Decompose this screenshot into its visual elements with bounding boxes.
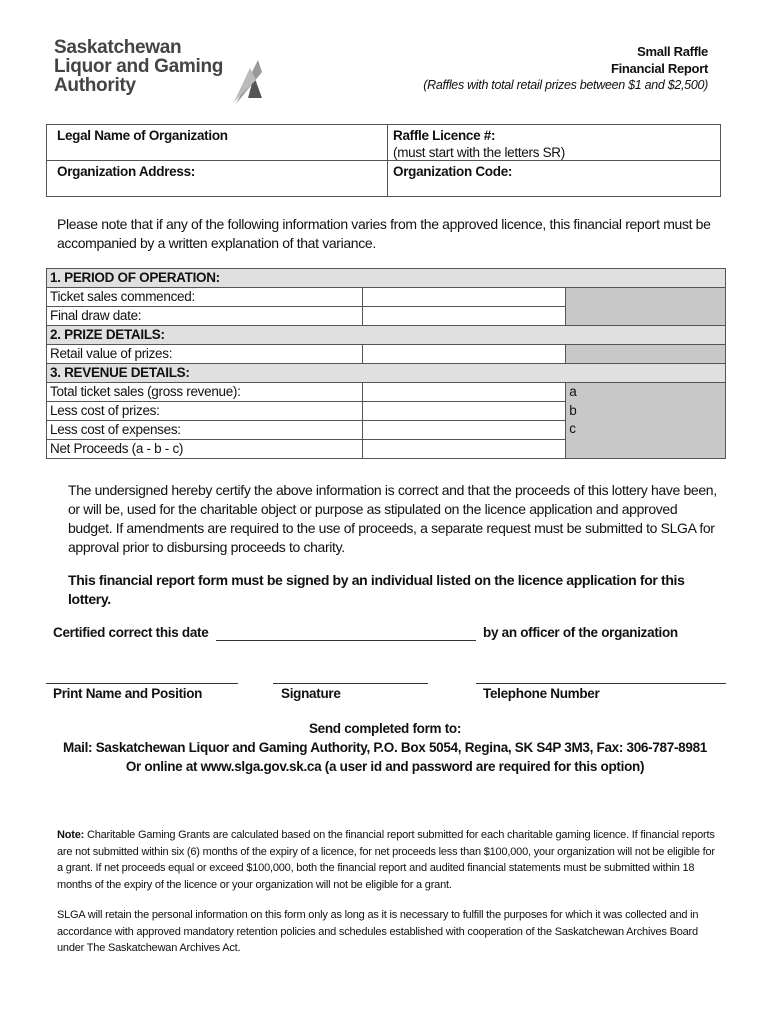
logo-leaf-icon [230, 58, 264, 106]
cost-of-prizes-input[interactable] [362, 402, 566, 421]
form-title: Small Raffle [637, 44, 708, 59]
organization-box [46, 124, 721, 197]
label-c: c [569, 421, 576, 436]
row-label: Total ticket sales (gross revenue): [47, 383, 363, 402]
print-name-line[interactable] [46, 683, 238, 684]
signature-label: Signature [281, 686, 341, 701]
print-name-label: Print Name and Position [53, 686, 203, 701]
grant-note [57, 827, 719, 893]
section-prize: 2. PRIZE DETAILS: [47, 326, 726, 345]
variance-note: Please note that if any of the following information varies from the approved licence, this financial report must be accompanied by a written explanation of that variance. [57, 216, 711, 251]
raffle-licence-field[interactable]: Raffle Licence #: [393, 128, 496, 143]
label-b: b [569, 402, 577, 418]
ticket-sales-commenced-input[interactable] [362, 288, 566, 307]
organization-code-field[interactable]: Organization Code: [393, 164, 513, 179]
online-submission: Or online at www.slga.gov.sk.ca (a user id and password are required for this option) [125, 759, 645, 774]
signing-note: This financial report form must be signed by an individual listed on the licence application for this lottery. [68, 572, 685, 607]
financial-table [46, 268, 726, 459]
final-draw-date-input[interactable] [362, 307, 566, 326]
officer-label: by an officer of the organization [483, 625, 678, 640]
note-text: Charitable Gaming Grants are calculated based on the financial report submitted for each charitable gaming licence. If financial reports are not submitted within six (6) months of the expiry of a licence, for net proceeds less than $100,000, your organization will not be eligible for a grant. If net proceeds equal or exceed $100,000, both the financial report and audited financial statements must be submitted within 18 months of the expiry of the licence or your organization will not be eligible for a grant. [57, 829, 715, 891]
privacy-note: SLGA will retain the personal information on this form only as long as it is necessary to fulfill the purposes for which it was collected and in accordance with approved mandatory retention policies and schedules established with cooperation of the Saskatchewan Archives Board under The Saskatchewan Archives Act. [57, 909, 699, 954]
signature-line[interactable] [273, 683, 428, 684]
logo-text: Authority [54, 75, 136, 96]
row-label: Final draw date: [47, 307, 363, 326]
note-label: Note: [57, 829, 85, 841]
form-subtitle: (Raffles with total retail prizes between $1 and $2,500) [423, 78, 708, 92]
organization-address-field[interactable]: Organization Address: [57, 164, 195, 179]
certified-label: Certified correct this date [53, 625, 209, 640]
total-ticket-sales-input[interactable] [362, 383, 566, 402]
cost-of-expenses-input[interactable] [362, 421, 566, 440]
mail-address: Mail: Saskatchewan Liquor and Gaming Authority, P.O. Box 5054, Regina, SK S4P 3M3, Fax: 306-787-8981 [63, 740, 707, 755]
send-heading: Send completed form to: [308, 721, 462, 736]
label-a: a [569, 384, 577, 399]
row-label: Less cost of expenses: [47, 421, 363, 440]
telephone-line[interactable] [476, 683, 726, 684]
section-revenue: 3. REVENUE DETAILS: [47, 364, 726, 383]
legal-name-field[interactable]: Legal Name of Organization [57, 128, 228, 143]
logo-text: Liquor and Gaming [54, 56, 224, 77]
retail-value-input[interactable] [362, 345, 566, 364]
net-proceeds-input[interactable] [362, 440, 566, 459]
row-label: Less cost of prizes: [47, 402, 363, 421]
row-label: Ticket sales commenced: [47, 288, 363, 307]
slga-logo [54, 38, 223, 95]
logo-text: Saskatchewan [54, 37, 182, 58]
form-title: Financial Report [610, 61, 708, 76]
row-label: Net Proceeds (a - b - c) [47, 440, 363, 459]
section-period: 1. PERIOD OF OPERATION: [47, 269, 726, 288]
telephone-label: Telephone Number [483, 686, 600, 701]
certify-text: The undersigned hereby certify the above information is correct and that the proceeds of this lottery have been, or will be, used for the charitable object or purpose as stipulated on the licence application and approved budget. If amendments are required to the use of proceeds, a separate request must be submitted to SLGA for approval prior to disbursing proceeds to charity. [68, 482, 717, 555]
row-label: Retail value of prizes: [47, 345, 363, 364]
date-line[interactable] [216, 640, 476, 641]
licence-note: (must start with the letters SR) [393, 145, 565, 160]
